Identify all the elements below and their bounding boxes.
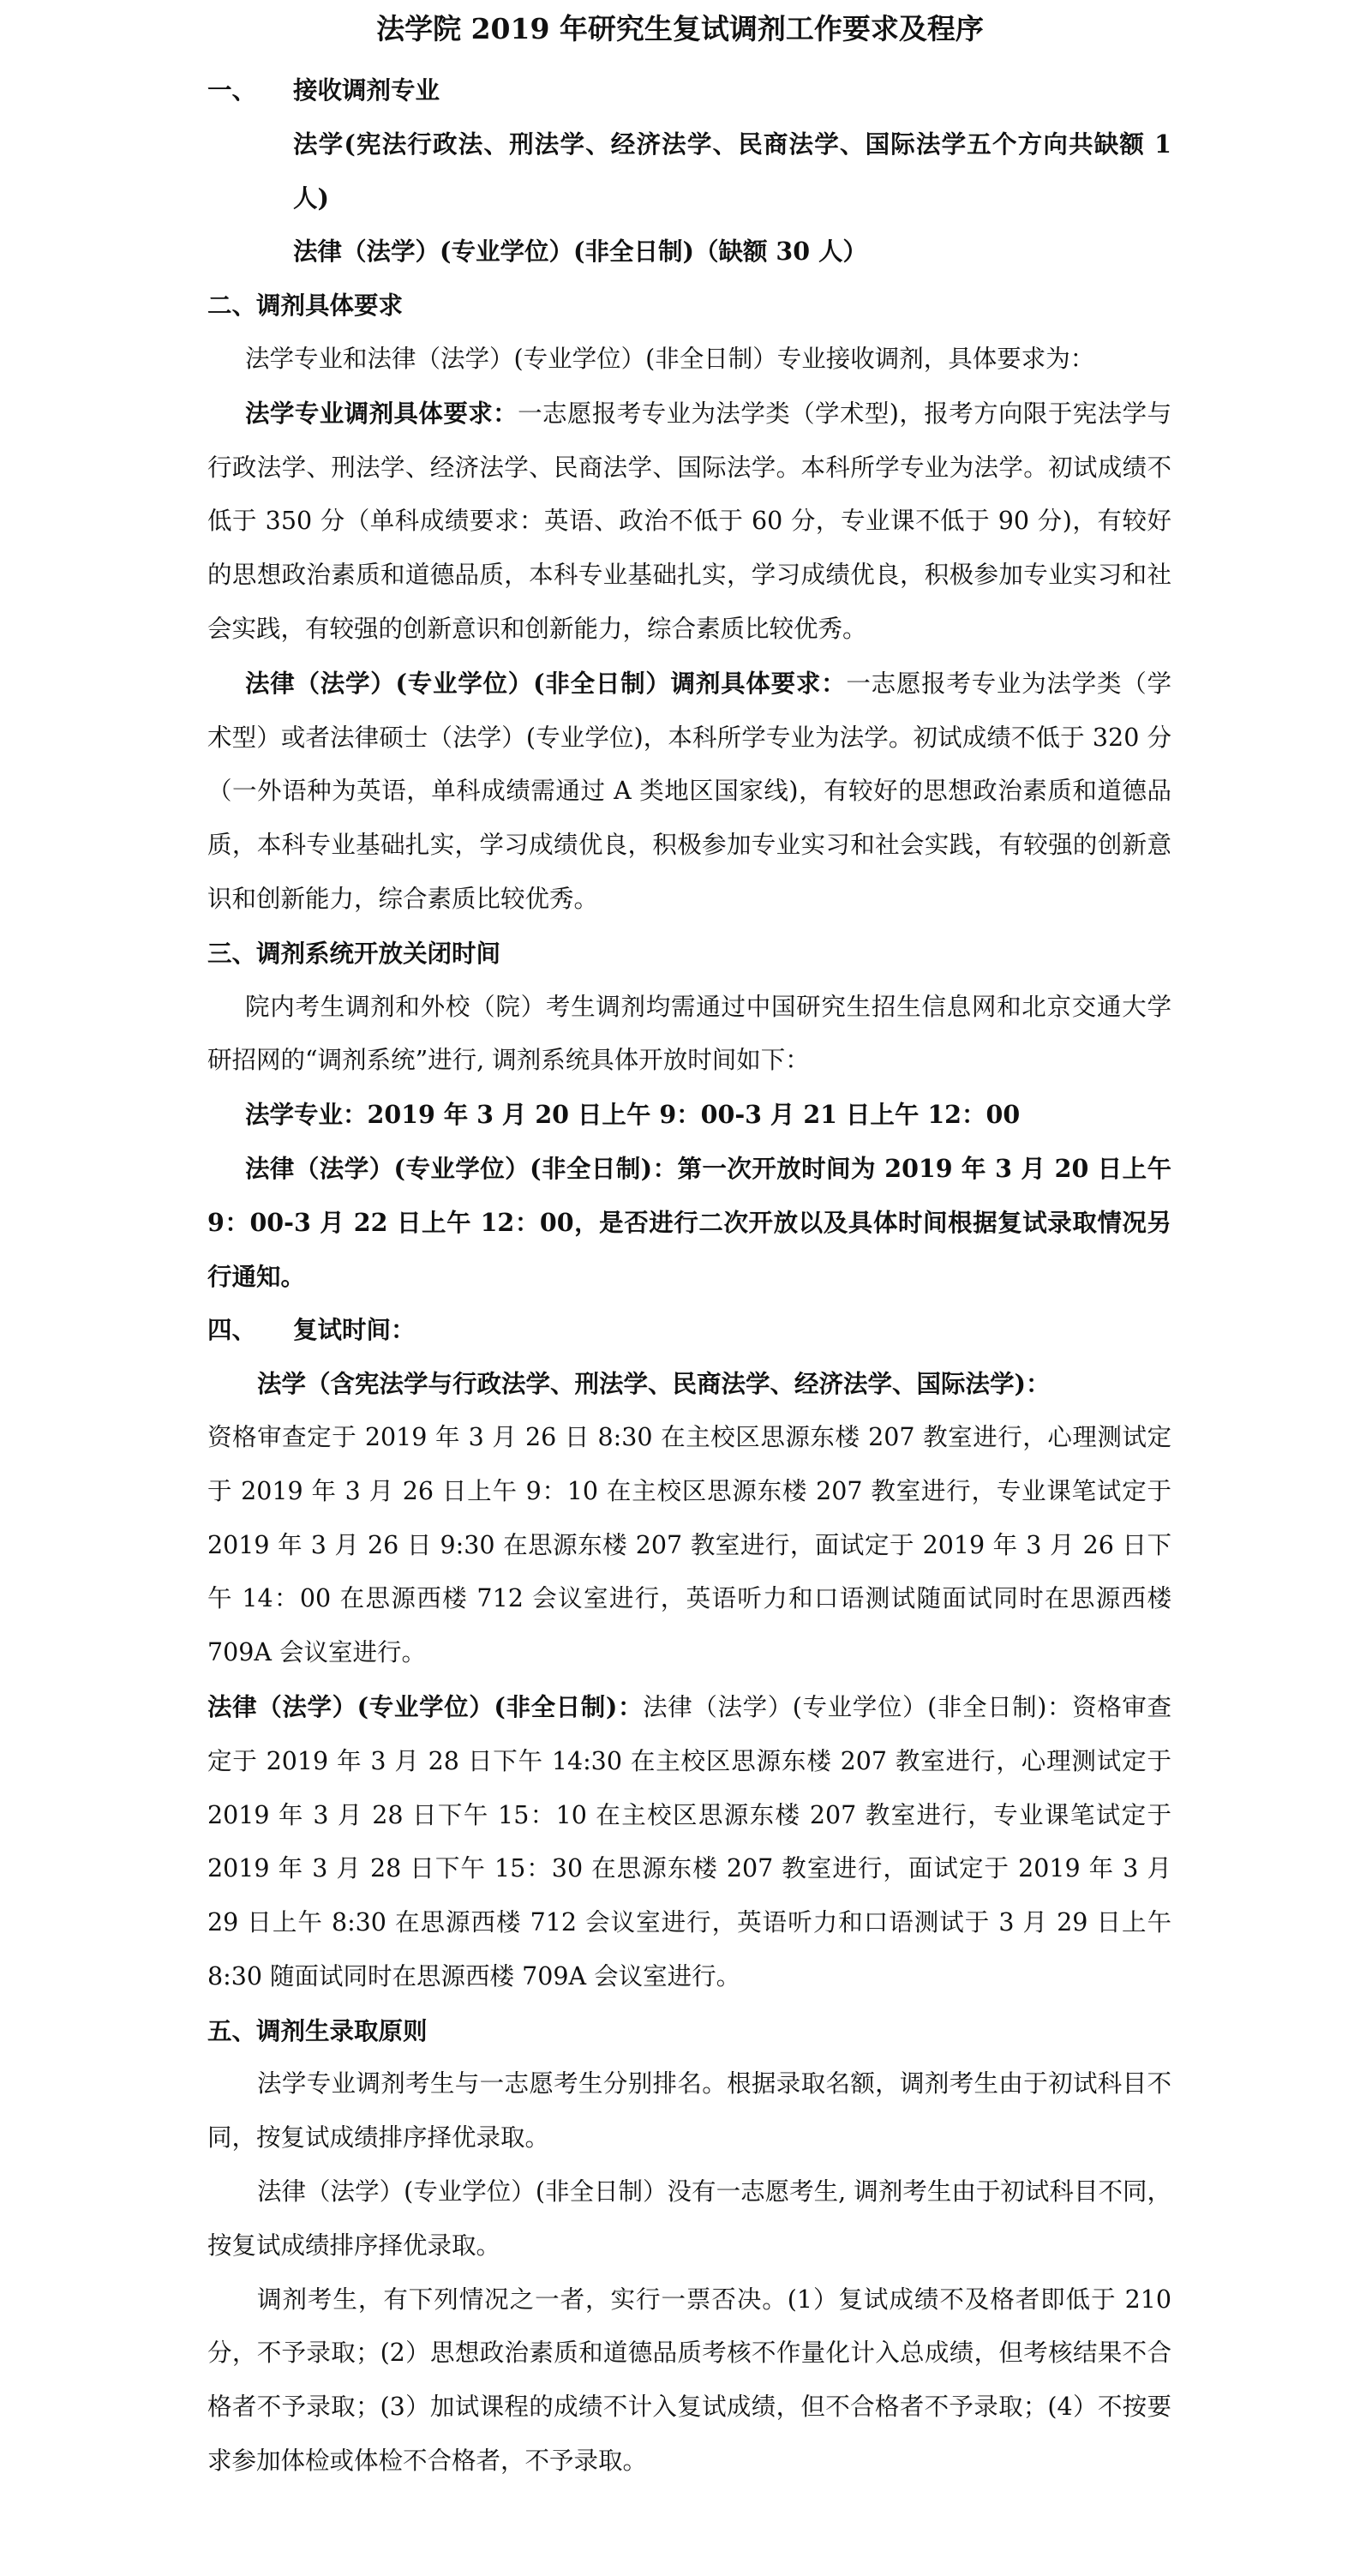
document-title: 法学院 2019 年研究生复试调剂工作要求及程序 (376, 12, 984, 45)
section-3-line-1: 法学专业：2019 年 3 月 20 日上午 9：00-3 月 21 日上午 12：00 (245, 1100, 1021, 1130)
section-3-heading: 三、调剂系统开放关闭时间 (207, 938, 501, 968)
section-3-intro: 院内考生调剂和外校（院）考生调剂均需通过中国研究生招生信息网和北京交通大学研招网的“调剂系统”进行, 调剂系统具体开放时间如下： (207, 992, 1171, 1075)
section-4-paragraph-1-text: 资格审查定于 2019 年 3 月 26 日 8:30 在主校区思源东楼 207 教室进行，心理测试定于 2019 年 3 月 26 日上午 9：10 在主校区思源东楼 207 教室进行，专业课笔试定于 2019 年 3 月 26 日 9:30 在思源东楼 207 教室进行，面试定于 2019 年 3 月 26 日下午 14：00 在思源西楼 712 会议室进行，英语听力和口语测试随面试同时在思源西楼 709A 会议室进行。 (207, 1422, 1171, 1667)
section-4-title: 复试时间： (293, 1315, 416, 1345)
section-5-paragraph-1: 法学专业调剂考生与一志愿考生分别排名。根据录取名额，调剂考生由于初试科目不同，按复试成绩排序择优录取。 (207, 2069, 1171, 2153)
section-4-paragraph-2 (207, 1680, 1171, 2004)
section-2-paragraph-1-text: 一志愿报考专业为法学类（学术型)，报考方向限于宪法学与行政法学、刑法学、经济法学、民商法学、国际法学。本科所学专业为法学。初试成绩不低于 350 分（单科成绩要求：英语、政治不低于 60 分，专业课不低于 90 分)，有较好的思想政治素质和道德品质，本科专业基础扎实，学习成绩优良，积极参加专业实习和社会实践，有较强的创新意识和创新能力，综合素质比较优秀。 (207, 399, 1171, 643)
section-1-heading (207, 63, 1171, 117)
section-2-paragraph-1 (207, 387, 1171, 657)
section-2-paragraph-2-text: 一志愿报考专业为法学类（学术型）或者法律硕士（法学）(专业学位)，本科所学专业为法学。初试成绩不低于 320 分（一外语种为英语，单科成绩需通过 A 类地区国家线)，有较好的思想政治素质和道德品质，本科专业基础扎实，学习成绩优良，积极参加专业实习和社会实践，有较强的创新意识和创新能力，综合素质比较优秀。 (207, 669, 1171, 913)
section-1-title: 接收调剂专业 (293, 75, 440, 105)
section-2-paragraph-1-label: 法学专业调剂具体要求： (245, 398, 518, 428)
section-2-heading: 二、调剂具体要求 (207, 291, 404, 321)
section-4-paragraph-2-label: 法律（法学）(专业学位）(非全日制)： (207, 1691, 644, 1721)
section-3-line-2: 法律（法学）(专业学位）(非全日制)：第一次开放时间为 2019 年 3 月 20 日上午 9：00-3 月 22 日上午 12：00，是否进行二次开放以及具体时间根据复试录取情况另行通知。 (207, 1153, 1171, 1291)
section-4-heading (207, 1303, 1171, 1357)
document-body (207, 63, 1171, 2489)
section-4-number: 四、 (207, 1315, 257, 1345)
section-2-paragraph-2 (207, 657, 1171, 927)
section-4-paragraph-1-label: 法学（含宪法学与行政法学、刑法学、民商法学、经济法学、国际法学)： (257, 1369, 1051, 1399)
section-5-paragraph-2: 法律（法学）(专业学位）(非全日制）没有一志愿考生, 调剂考生由于初试科目不同，按复试成绩排序择优录取。 (207, 2177, 1171, 2260)
section-1-item-1: 法学(宪法行政法、刑法学、经济法学、民商法学、国际法学五个方向共缺额 1 人) (293, 129, 1171, 213)
section-5-paragraph-3: 调剂考生，有下列情况之一者，实行一票否决。(1）复试成绩不及格者即低于 210 分，不予录取；(2）思想政治素质和道德品质考核不作量化计入总成绩，但考核结果不合格者不予录取；(3）加试课程的成绩不计入复试成绩，但不合格者不予录取；(4）不按要求参加体检或体检不合格者，不予录取。 (207, 2285, 1171, 2476)
section-2-intro: 法学专业和法律（法学）(专业学位）(非全日制）专业接收调剂，具体要求为： (245, 344, 1095, 373)
section-1-item-2: 法律（法学）(专业学位）(非全日制)（缺额 30 人） (293, 237, 867, 267)
section-1-number: 一、 (207, 75, 257, 105)
section-4-paragraph-2-text: 法律（法学）(专业学位）(非全日制)：资格审查定于 2019 年 3 月 28 日下午 14:30 在主校区思源东楼 207 教室进行，心理测试定于 2019 年 3 月 28 日下午 15：10 在主校区思源东楼 207 教室进行，专业课笔试定于 2019 年 3 月 28 日下午 15：30 在思源东楼 207 教室进行，面试定于 2019 年 3 月 29 日上午 8:30 在思源西楼 712 会议室进行，英语听力和口语测试于 3 月 29 日上午 8:30 随面试同时在思源西楼 709A 会议室进行。 (207, 1692, 1171, 1991)
section-5-heading: 五、调剂生录取原则 (207, 2015, 428, 2045)
section-2-paragraph-2-label: 法律（法学）(专业学位）(非全日制）调剂具体要求： (245, 668, 847, 698)
